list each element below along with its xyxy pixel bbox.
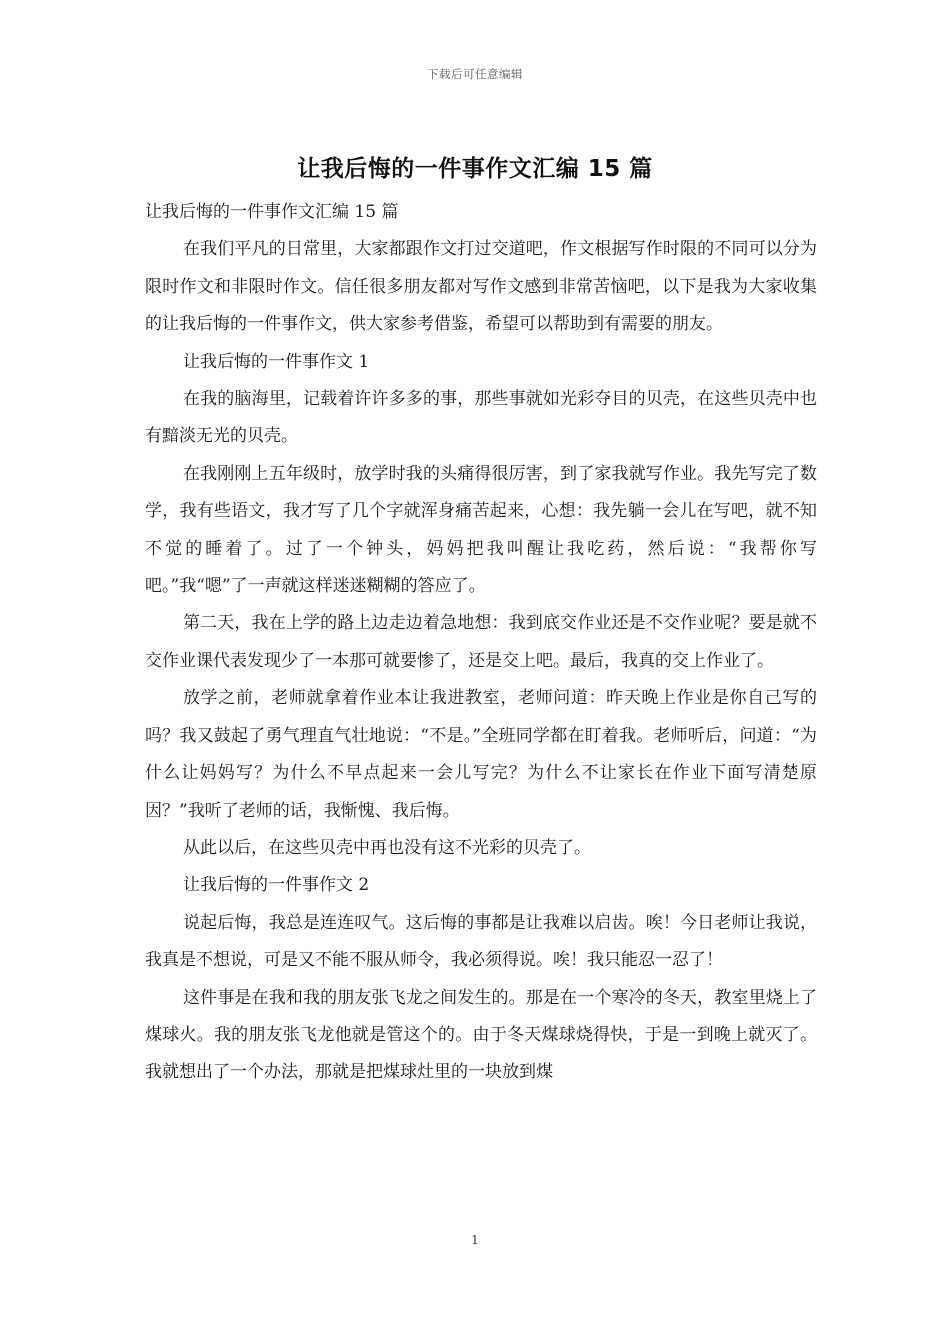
page-number: 1 xyxy=(471,1233,479,1247)
paragraph: 在我们平凡的日常里，大家都跟作文打过交道吧，作文根据写作时限的不同可以分为限时作文和非限时作文。信任很多朋友都对写作文感到非常苦恼吧，以下是我为大家收集的让我后悔的一件事作文，供大家参考借鉴，希望可以帮助到有需要的朋友。 xyxy=(145,239,817,335)
section-heading: 让我后悔的一件事作文 1 xyxy=(183,351,370,372)
page-title: 让我后悔的一件事作文汇编 15 篇 xyxy=(297,156,653,182)
paragraph: 在我的脑海里，记载着许许多多的事，那些事就如光彩夺目的贝壳，在这些贝壳中也有黯淡无光的贝壳。 xyxy=(145,389,817,447)
header-note: 下载后可任意编辑 xyxy=(427,67,523,81)
paragraph: 在我刚刚上五年级时，放学时我的头痛得很厉害，到了家我就写作业。我先写完了数学，我有些语文，我才写了几个字就浑身痛苦起来，心想：我先躺一会儿在写吧，就不知不觉的睡着了。过了一个钟头，妈妈把我叫醒让我吃药，然后说：“我帮你写吧。”我“嗯”了一声就这样迷迷糊糊的答应了。 xyxy=(145,463,817,597)
paragraph: 这件事是在我和我的朋友张飞龙之间发生的。那是在一个寒冷的冬天，教室里烧上了煤球火。我的朋友张飞龙他就是管这个的。由于冬天煤球烧得快，于是一到晚上就灭了。我就想出了一个办法，那就是把煤球灶里的一块放到煤 xyxy=(145,987,817,1083)
section-heading: 让我后悔的一件事作文 2 xyxy=(183,875,370,896)
subtitle: 让我后悔的一件事作文汇编 15 篇 xyxy=(145,202,399,222)
paragraph: 第二天，我在上学的路上边走边着急地想：我到底交作业还是不交作业呢？要是就不交作业课代表发现少了一本那可就要惨了，还是交上吧。最后，我真的交上作业了。 xyxy=(145,613,817,671)
paragraph: 从此以后，在这些贝壳中再也没有这不光彩的贝壳了。 xyxy=(183,837,591,858)
paragraph: 说起后悔，我总是连连叹气。这后悔的事都是让我难以启齿。唉！今日老师让我说，我真是不想说，可是又不能不服从师令，我必须得说。唉！我只能忍一忍了！ xyxy=(145,912,817,971)
document-body xyxy=(145,194,817,1092)
paragraph: 放学之前，老师就拿着作业本让我进教室，老师问道：昨天晚上作业是你自己写的吗？我又鼓起了勇气理直气壮地说：“不是。”全班同学都在盯着我。老师听后，问道：“为什么让妈妈写？为什么不早点起来一会儿写完？为什么不让家长在作业下面写清楚原因？”我听了老师的话，我惭愧、我后悔。 xyxy=(145,688,817,821)
